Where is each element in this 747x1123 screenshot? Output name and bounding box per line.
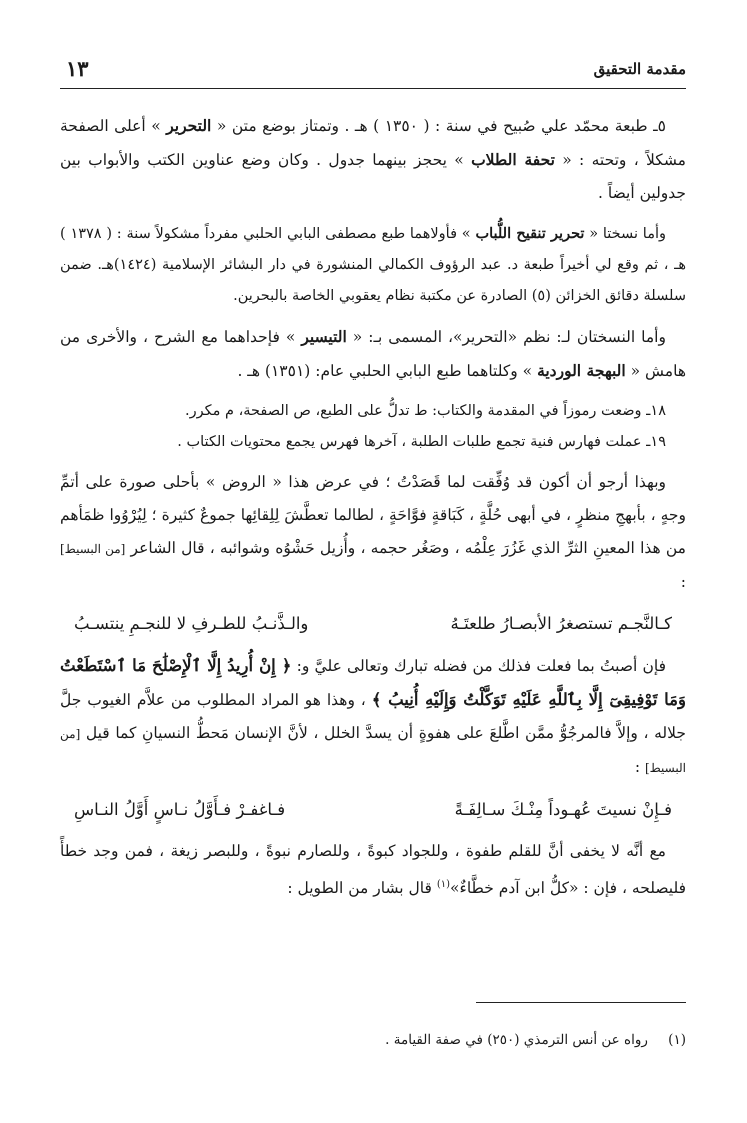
meter-tag: [من البسيط]: [60, 727, 686, 775]
poem-verse-2: [60, 793, 686, 827]
page-number: ١٣: [66, 56, 89, 81]
verse-first-hemistich: فـإِنْ نسيتَ عُهـوداً مِنْـكَ سـالِفَـةً: [454, 800, 672, 819]
footnote-separator: [476, 1002, 686, 1003]
paragraph-tanqih-copies: وأما نسختا « تحرير تنقيح اللُّباب » فأولاهما طبع مصطفى البابي الحلبي مفرداً مشكولاً سنة : ( ١٣٧٨ ) هـ ، ثم وقع لي أخيراً طبعة د. عبد الرؤوف الكمالي المنشورة في دار البشائر الإسلامية (١٤٢٤)هـ. ضمن سلسلة دقائق الخزائن (٥) الصادرة عن مكتبة نظام يعقوبي الخاصة بالبحرين.: [60, 225, 686, 304]
item-18-symbols: ١٨ـ وضعت رموزاً في المقدمة والكتاب: ط تدلُّ على الطبع، ص الصفحة، م مكرر.: [184, 403, 666, 419]
book-title-tuhfa: تحفة الطلاب: [471, 150, 555, 169]
footnote-number: (١): [668, 1032, 686, 1048]
page-body: [60, 109, 686, 905]
footnote: [60, 1028, 686, 1052]
document-page: [60, 50, 686, 1110]
quran-verse: ﴿ إِنْ أُرِيدُ إِلَّا ٱلْإِصْلَٰحَ مَا ٱسْتَطَعْتُ وَمَا تَوْفِيقِىٓ إِلَّا بِٱللَّهِ عَلَيْهِ تَوَكَّلْتُ وَإِلَيْهِ أُنِيبُ ﴾: [60, 656, 686, 709]
page-header: [60, 50, 686, 89]
book-title-tahrir: التحرير: [166, 116, 212, 135]
footnote-text: رواه عن أنس الترمذي (٢٥٠) في صفة القيامة .: [385, 1032, 648, 1048]
running-title: مقدمة التحقيق: [593, 60, 686, 78]
book-title-bahja: البهجة الوردية: [537, 361, 626, 380]
footnote-marker: (١): [436, 879, 451, 890]
paragraph-hope: وبهذا أرجو أن أكون قد وُفِّقت لما قَصَدْتُ ؛ في عرض هذا « الروض » بأحلى صورة على أتمِّ وجهٍ ، بأبهجِ منظرٍ ، في أبهى حُلَّةٍ ، كَبَاقةٍ فوَّاحَةٍ ، لطالما تعطَّشَ لِلِقائِها جموعٌ كثيرة ؛ لِيُرْوُوا ظمَأهم من هذا المعينِ الثرِّ الذي غَزُرَ عِلْمُه ، وصَغُر حجمه ، وأُزيل حَشْوُه وشوائبه ، قال الشاعر [من البسيط] :: [60, 473, 686, 591]
paragraph-success: فإن أصبتُ بما فعلت فذلك من فضله تبارك وتعالى عليَّ و: ﴿ إِنْ أُرِيدُ إِلَّا ٱلْإِصْلَٰحَ مَا ٱسْتَطَعْتُ وَمَا تَوْفِيقِىٓ إِلَّا بِٱللَّهِ عَلَيْهِ تَوَكَّلْتُ وَإِلَيْهِ أُنِيبُ ﴾ ، وهذا هو المراد المطلوب من علاَّم الغيوب جلَّ جلاله ، وإلاَّ فالمرجُوُّ ممَّن اطَّلعَ على هفوةٍ أن يسدَّ الخلل ، لأنَّ الإنسان مَحطُّ النسيانِ كما قيل [من البسيط] :: [60, 656, 686, 776]
book-title-tanqih: تحرير تنقيح اللُّباب: [475, 225, 585, 242]
meter-tag: [من البسيط]: [60, 542, 126, 556]
verse-second-hemistich: والـذَّنـبُ للطـرفِ لا للنجـمِ ينتسـبُ: [74, 614, 309, 633]
paragraph-errors: مع أنَّه لا يخفى أنَّ للقلم طفوة ، وللجواد كبوةً ، وللصارم نبوةً ، وللبصر زيغة ، فمن وجد خطأً فليصلحه ، فإن : «كلُّ ابن آدم خطَّاءٌ»$^{(١)}$ قال بشار من الطويل :: [60, 842, 686, 898]
paragraph-edition-5: ٥ـ طبعة محمّد علي صُبيح في سنة : ( ١٣٥٠ ) هـ . وتمتاز بوضع متن « التحرير » أعلى الصفحة مشكلاً ، وتحته : « تحفة الطلاب » يحجز بينهما جدول . وكان وضع عناوين الكتب والأبواب بين جدولين أيضاً .: [60, 116, 686, 202]
verse-first-hemistich: كـالنَّجـم تستصغرُ الأبصـارُ طلعتَـهُ: [450, 614, 672, 633]
paragraph-taysir-copies: وأما النسختان لـ: نظم «التحرير»، المسمى بـ: « التيسير » فإحداهما مع الشرح ، والأخرى من هامش « البهجة الوردية » وكلتاهما طبع البابي الحلبي عام: (١٣٥١) هـ .: [60, 327, 686, 380]
poem-verse-1: [60, 607, 686, 641]
verse-second-hemistich: فـاغفـرْ فـأَوَّلُ نـاسٍ أَوَّلُ النـاسِ: [74, 800, 286, 819]
book-title-taysir: التيسير: [301, 327, 347, 346]
item-19-indexes: ١٩ـ عملت فهارس فنية تجمع طلبات الطلبة ، آخرها فهرس يجمع محتويات الكتاب .: [177, 434, 666, 450]
